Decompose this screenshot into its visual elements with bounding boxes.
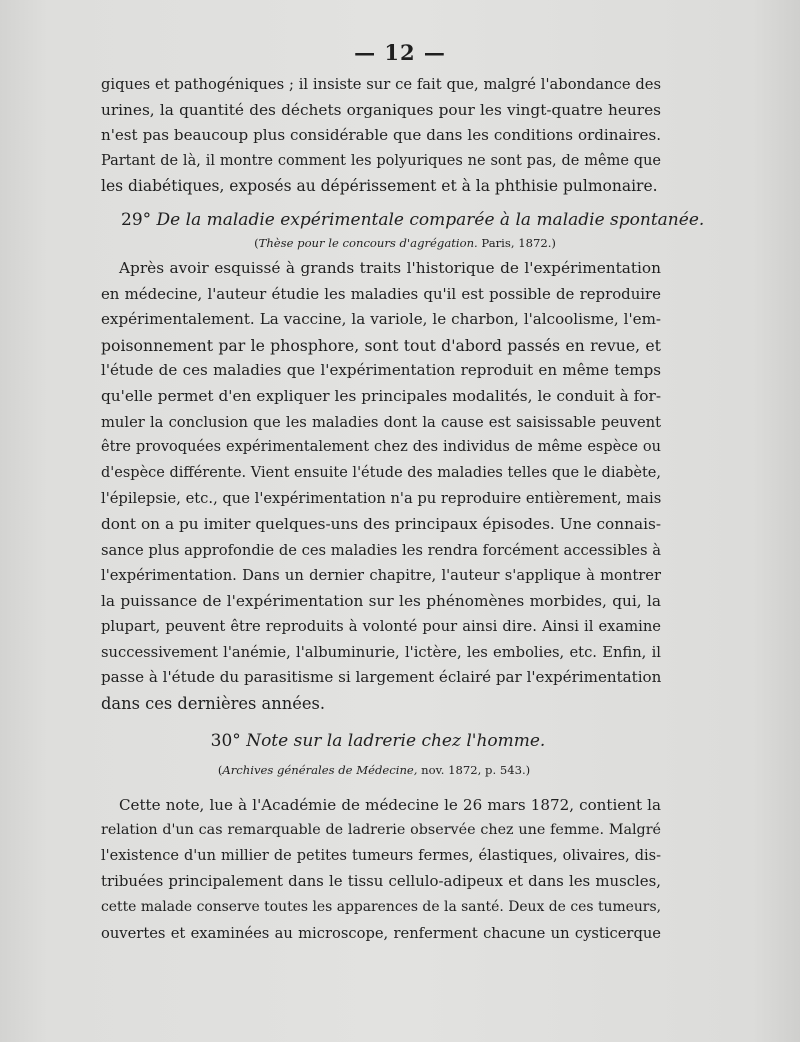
text-line: ouvertes et examinées au microscope, renferment chacune un cysticerque: [101, 924, 661, 942]
text-line: cette malade conserve toutes les apparences de la santé. Deux de ces tumeurs,: [101, 899, 661, 916]
text-line: Après avoir esquissé à grands traits l'historique de l'expérimentation: [119, 258, 661, 277]
text-line: être provoquées expérimentalement chez des individus de même espèce ou: [101, 439, 661, 456]
text-line: urines, la quantité des déchets organiques pour les vingt-quatre heures: [101, 100, 661, 119]
section-29-number: 29°: [121, 209, 152, 230]
text-line: les diabétiques, exposés au dépérissement et à la phthisie pulmonaire.: [101, 177, 658, 196]
intro-paragraph: [101, 72, 661, 200]
section-30-paragraph: [101, 793, 661, 947]
text-line: la puissance de l'expérimentation sur les phénomènes morbides, qui, la: [101, 591, 661, 610]
text-line: plupart, peuvent être reproduits à volonté pour ainsi dire. Ainsi il examine: [101, 618, 661, 636]
section-30-title: Note sur la ladrerie chez l'homme.: [246, 730, 546, 751]
section-30-source: [87, 761, 661, 779]
text-line: expérimentalement. La vaccine, la variole, le charbon, l'alcoolisme, l'em-: [101, 310, 661, 329]
text-line: passe à l'étude du parasitisme si largement éclairé par l'expérimentation: [101, 668, 662, 687]
section-30-number: 30°: [210, 730, 241, 751]
text-line: poisonnement par le phosphore, sont tout d'abord passés en revue, et: [101, 335, 661, 355]
section-29-heading: [121, 208, 705, 232]
text-line: d'espèce différente. Vient ensuite l'étude des maladies telles que le diabète,: [101, 464, 661, 481]
page-content: [101, 72, 705, 946]
source-italic-title: Thèse pour le concours d'agrégation.: [258, 235, 478, 250]
section-29-source: [149, 234, 661, 252]
section-29-title: De la maladie expérimentale comparée à la maladie spontanée.: [156, 209, 705, 230]
text-line: relation d'un cas remarquable de ladrerie observée chez une femme. Malgré: [101, 822, 661, 839]
text-line: Partant de là, il montre comment les polyuriques ne sont pas, de même que: [101, 152, 661, 169]
text-line: muler la conclusion que les maladies dont la cause est saisissable peuvent: [101, 413, 661, 431]
text-line: l'expérimentation. Dans un dernier chapitre, l'auteur s'applique à montrer: [101, 567, 661, 585]
source-details: Paris, 1872.): [477, 235, 556, 250]
text-line: sance plus approfondie de ces maladies les rendra forcément accessibles à: [101, 541, 661, 559]
text-line: l'existence d'un millier de petites tumeurs fermes, élastiques, olivaires, dis-: [101, 847, 661, 864]
text-line: n'est pas beaucoup plus considérable que dans les conditions ordinaires.: [101, 126, 661, 145]
text-line: giques et pathogéniques ; il insiste sur ce fait que, malgré l'abondance des: [101, 76, 661, 93]
section-30-heading: [95, 729, 661, 753]
text-line: en médecine, l'auteur étudie les maladies qu'il est possible de reproduire: [101, 284, 661, 303]
text-line: successivement l'anémie, l'albuminurie, l'ictère, les embolies, etc. Enfin, il: [101, 643, 661, 661]
source-open-paren: (: [217, 762, 223, 777]
text-line: dont on a pu imiter quelques-uns des principaux épisodes. Une connais-: [101, 514, 661, 533]
text-line: l'épilepsie, etc., que l'expérimentation n'a pu reproduire entièrement, mais: [101, 490, 662, 508]
text-line: l'étude de ces maladies que l'expérimentation reproduit en même temps: [101, 361, 661, 380]
source-details: nov. 1872, p. 543.): [417, 762, 531, 777]
page-number: — 12 —: [354, 40, 446, 65]
source-italic-title: Archives générales de Médecine,: [222, 762, 418, 777]
text-line: qu'elle permet d'en expliquer les principales modalités, le conduit à for-: [101, 386, 661, 405]
source-open-paren: (: [254, 235, 259, 250]
text-line: tribuées principalement dans le tissu cellulo-adipeux et dans les muscles,: [101, 872, 661, 891]
section-29-paragraph: [101, 256, 661, 717]
text-line: Cette note, lue à l'Académie de médecine le 26 mars 1872, contient la: [119, 795, 661, 814]
text-line: dans ces dernières années.: [101, 694, 326, 714]
